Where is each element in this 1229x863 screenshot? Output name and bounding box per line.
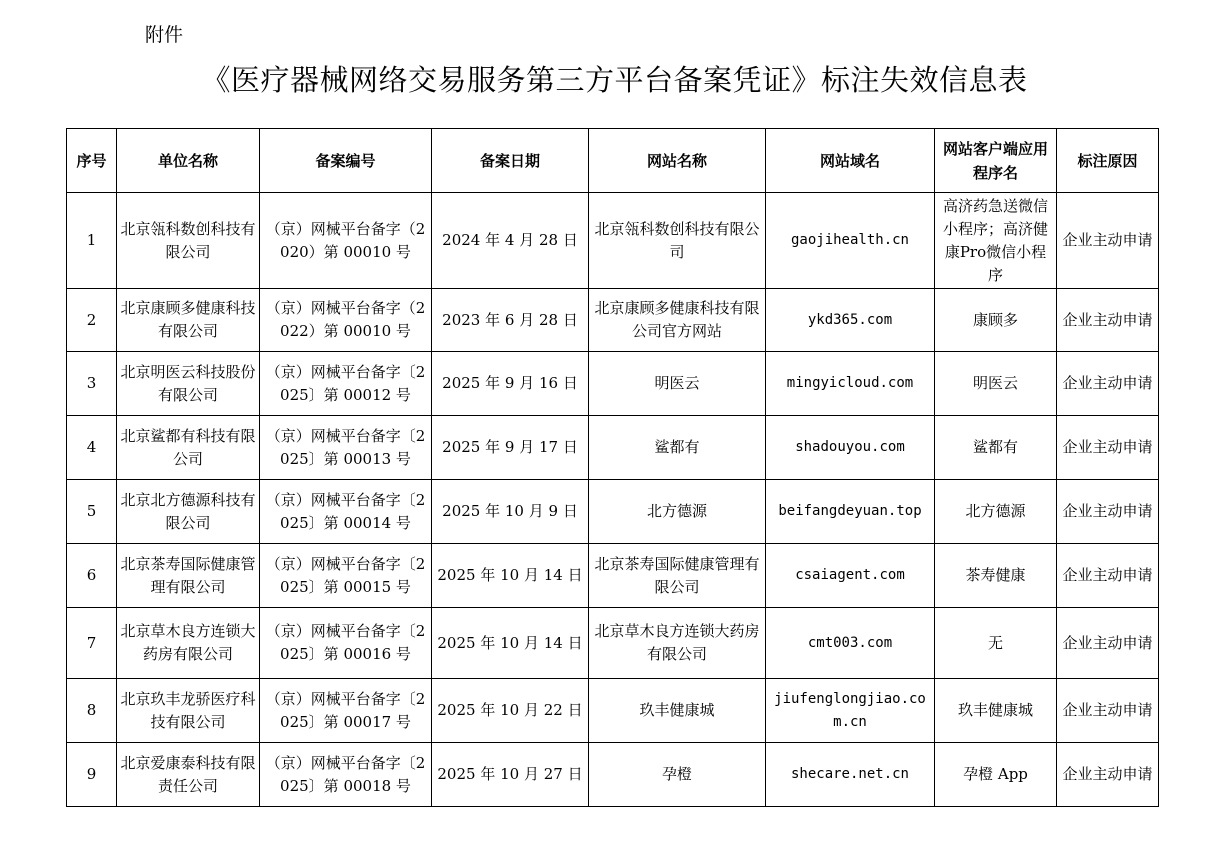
table-row xyxy=(67,416,1159,480)
cell-record-no: （京）网械平台备字〔2025〕第 00017 号 xyxy=(260,679,432,743)
cell-seq: 4 xyxy=(67,416,117,480)
cell-record-date: 2024 年 4 月 28 日 xyxy=(432,193,589,289)
header-reason: 标注原因 xyxy=(1057,129,1159,193)
cell-reason: 企业主动申请 xyxy=(1057,480,1159,544)
cell-unit: 北京茶寿国际健康管理有限公司 xyxy=(117,544,260,608)
cell-seq: 9 xyxy=(67,743,117,807)
cell-site-name: 北京草木良方连锁大药房有限公司 xyxy=(589,608,766,679)
cell-app-name: 茶寿健康 xyxy=(935,544,1057,608)
table-row xyxy=(67,544,1159,608)
cell-reason: 企业主动申请 xyxy=(1057,416,1159,480)
cell-site-name: 玖丰健康城 xyxy=(589,679,766,743)
table-row xyxy=(67,193,1159,289)
cell-record-date: 2025 年 9 月 16 日 xyxy=(432,352,589,416)
cell-domain: mingyicloud.com xyxy=(766,352,935,416)
cell-unit: 北京明医云科技股份有限公司 xyxy=(117,352,260,416)
header-domain: 网站域名 xyxy=(766,129,935,193)
cell-domain: shadouyou.com xyxy=(766,416,935,480)
cell-record-date: 2025 年 9 月 17 日 xyxy=(432,416,589,480)
cell-reason: 企业主动申请 xyxy=(1057,608,1159,679)
cell-app-name: 康顾多 xyxy=(935,289,1057,352)
cell-reason: 企业主动申请 xyxy=(1057,289,1159,352)
cell-app-name: 明医云 xyxy=(935,352,1057,416)
cell-seq: 7 xyxy=(67,608,117,679)
cell-seq: 8 xyxy=(67,679,117,743)
cell-unit: 北京鲨都有科技有限公司 xyxy=(117,416,260,480)
cell-app-name: 玖丰健康城 xyxy=(935,679,1057,743)
cell-domain: cmt003.com xyxy=(766,608,935,679)
cell-app-name: 孕橙 App xyxy=(935,743,1057,807)
cell-record-no: （京）网械平台备字〔2025〕第 00014 号 xyxy=(260,480,432,544)
cell-app-name: 鲨都有 xyxy=(935,416,1057,480)
cell-unit: 北京玖丰龙骄医疗科技有限公司 xyxy=(117,679,260,743)
cell-app-name: 北方德源 xyxy=(935,480,1057,544)
cell-domain: ykd365.com xyxy=(766,289,935,352)
cell-app-name: 无 xyxy=(935,608,1057,679)
header-site-name: 网站名称 xyxy=(589,129,766,193)
table-row xyxy=(67,480,1159,544)
cell-record-date: 2025 年 10 月 9 日 xyxy=(432,480,589,544)
cell-record-date: 2025 年 10 月 14 日 xyxy=(432,608,589,679)
header-app-name: 网站客户端应用程序名 xyxy=(935,129,1057,193)
cell-domain: csaiagent.com xyxy=(766,544,935,608)
cell-record-date: 2025 年 10 月 27 日 xyxy=(432,743,589,807)
cell-unit: 北京爱康泰科技有限责任公司 xyxy=(117,743,260,807)
cell-record-no: （京）网械平台备字〔2025〕第 00016 号 xyxy=(260,608,432,679)
cell-record-no: （京）网械平台备字（2020）第 00010 号 xyxy=(260,193,432,289)
cell-site-name: 明医云 xyxy=(589,352,766,416)
table-row xyxy=(67,289,1159,352)
attachment-label: 附件 xyxy=(145,24,184,46)
cell-record-date: 2025 年 10 月 22 日 xyxy=(432,679,589,743)
cell-reason: 企业主动申请 xyxy=(1057,352,1159,416)
cell-domain: gaojihealth.cn xyxy=(766,193,935,289)
cell-record-no: （京）网械平台备字〔2025〕第 00015 号 xyxy=(260,544,432,608)
cell-unit: 北京瓴科数创科技有限公司 xyxy=(117,193,260,289)
header-seq: 序号 xyxy=(67,129,117,193)
cell-domain: beifangdeyuan.top xyxy=(766,480,935,544)
cell-site-name: 北京茶寿国际健康管理有限公司 xyxy=(589,544,766,608)
cell-reason: 企业主动申请 xyxy=(1057,679,1159,743)
cell-reason: 企业主动申请 xyxy=(1057,743,1159,807)
cell-seq: 6 xyxy=(67,544,117,608)
table-row xyxy=(67,743,1159,807)
cell-record-no: （京）网械平台备字（2022）第 00010 号 xyxy=(260,289,432,352)
cell-seq: 3 xyxy=(67,352,117,416)
cell-record-date: 2023 年 6 月 28 日 xyxy=(432,289,589,352)
cell-reason: 企业主动申请 xyxy=(1057,544,1159,608)
cell-domain: jiufenglongjiao.com.cn xyxy=(766,679,935,743)
cell-site-name: 北京康顾多健康科技有限公司官方网站 xyxy=(589,289,766,352)
header-row xyxy=(67,129,1159,193)
page-title: 《医疗器械网络交易服务第三方平台备案凭证》标注失效信息表 xyxy=(201,63,1028,97)
cell-reason: 企业主动申请 xyxy=(1057,193,1159,289)
cell-site-name: 孕橙 xyxy=(589,743,766,807)
cell-unit: 北京康顾多健康科技有限公司 xyxy=(117,289,260,352)
cell-domain: shecare.net.cn xyxy=(766,743,935,807)
cell-record-no: （京）网械平台备字〔2025〕第 00012 号 xyxy=(260,352,432,416)
cell-app-name: 高济药急送微信小程序；高济健康Pro微信小程序 xyxy=(935,193,1057,289)
revocation-table xyxy=(66,128,1159,807)
cell-unit: 北京草木良方连锁大药房有限公司 xyxy=(117,608,260,679)
cell-record-no: （京）网械平台备字〔2025〕第 00018 号 xyxy=(260,743,432,807)
header-record-no: 备案编号 xyxy=(260,129,432,193)
header-unit: 单位名称 xyxy=(117,129,260,193)
table-row xyxy=(67,352,1159,416)
table-row xyxy=(67,679,1159,743)
cell-seq: 5 xyxy=(67,480,117,544)
cell-record-date: 2025 年 10 月 14 日 xyxy=(432,544,589,608)
cell-seq: 1 xyxy=(67,193,117,289)
cell-seq: 2 xyxy=(67,289,117,352)
header-record-date: 备案日期 xyxy=(432,129,589,193)
cell-site-name: 北方德源 xyxy=(589,480,766,544)
cell-site-name: 鲨都有 xyxy=(589,416,766,480)
table-row xyxy=(67,608,1159,679)
cell-unit: 北京北方德源科技有限公司 xyxy=(117,480,260,544)
cell-site-name: 北京瓴科数创科技有限公司 xyxy=(589,193,766,289)
cell-record-no: （京）网械平台备字〔2025〕第 00013 号 xyxy=(260,416,432,480)
